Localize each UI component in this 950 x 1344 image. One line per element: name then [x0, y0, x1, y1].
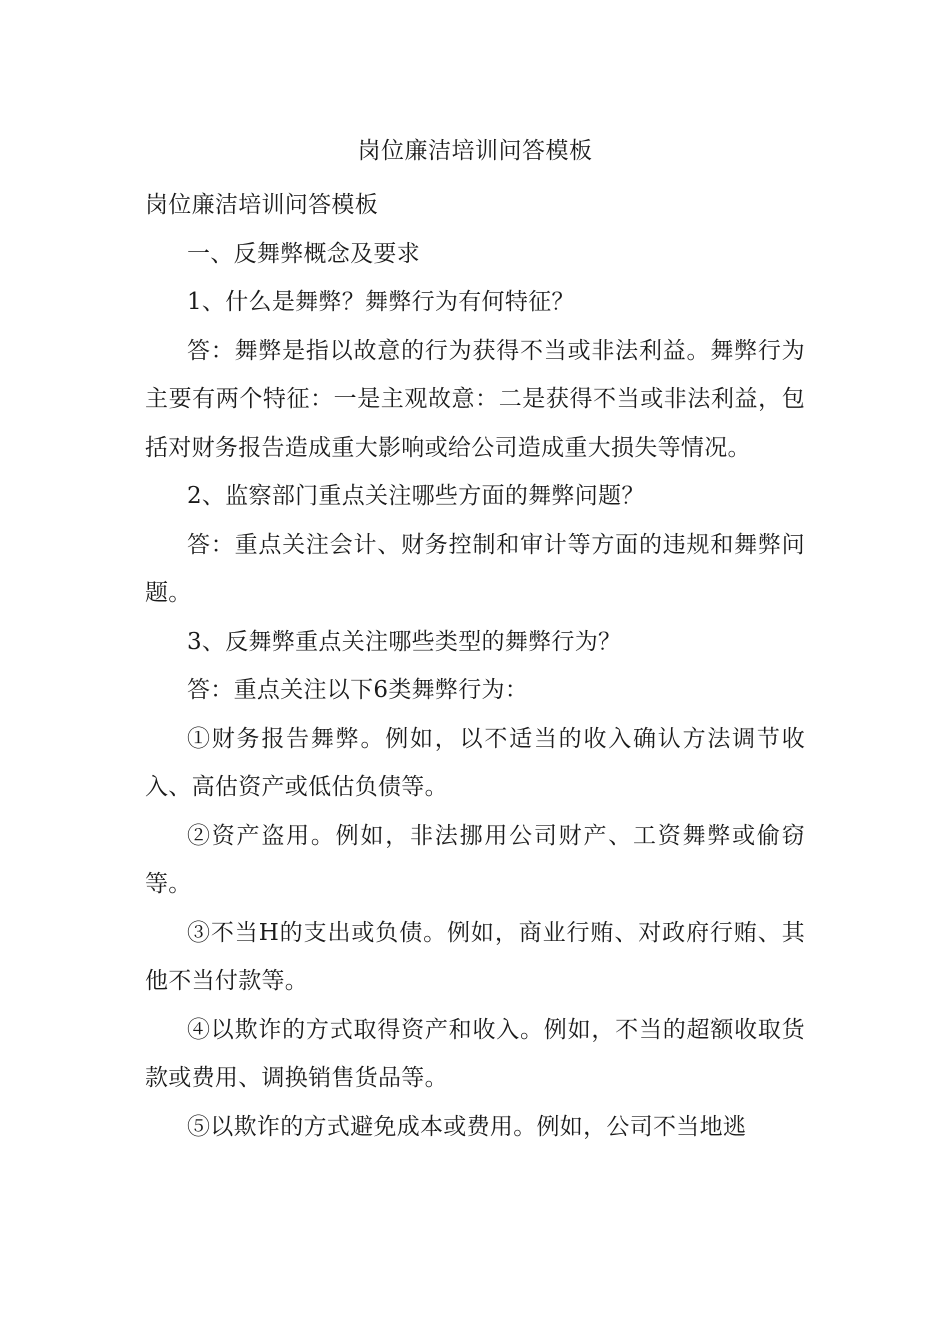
- question-1: 1、什么是舞弊？舞弊行为有何特征？: [187, 289, 575, 315]
- document-title: 岗位廉洁培训问答模板: [357, 138, 593, 164]
- document-body: [145, 181, 805, 1151]
- answer-3: 答：重点关注以下6类舞弊行为：: [187, 677, 529, 703]
- list-item-3: ③不当H的支出或负债。例如，商业行贿、对政府行贿、其他不当付款等。: [145, 919, 805, 994]
- question-2: 2、监察部门重点关注哪些方面的舞弊问题？: [187, 483, 645, 509]
- list-item-2: ②资产盗用。例如，非法挪用公司财产、工资舞弊或偷窃等。: [145, 822, 805, 897]
- list-item-4: ④以欺诈的方式取得资产和收入。例如，不当的超额收取货款或费用、调换销售货品等。: [145, 1016, 805, 1091]
- section-heading: 一、反舞弊概念及要求: [187, 240, 420, 267]
- answer-2: 答：重点关注会计、财务控制和审计等方面的违规和舞弊问题。: [145, 531, 805, 606]
- answer-1: 答：舞弊是指以故意的行为获得不当或非法利益。舞弊行为主要有两个特征：一是主观故意：二是获得不当或非法利益，包括对财务报告造成重大影响或给公司造成重大损失等情况。: [145, 337, 805, 461]
- question-3: 3、反舞弊重点关注哪些类型的舞弊行为？: [187, 628, 622, 655]
- list-item-1: ①财务报告舞弊。例如，以不适当的收入确认方法调节收入、高估资产或低估负债等。: [145, 725, 805, 800]
- document-subtitle: 岗位廉洁培训问答模板: [145, 192, 378, 218]
- list-item-5: ⑤以欺诈的方式避免成本或费用。例如，公司不当地逃: [187, 1113, 747, 1140]
